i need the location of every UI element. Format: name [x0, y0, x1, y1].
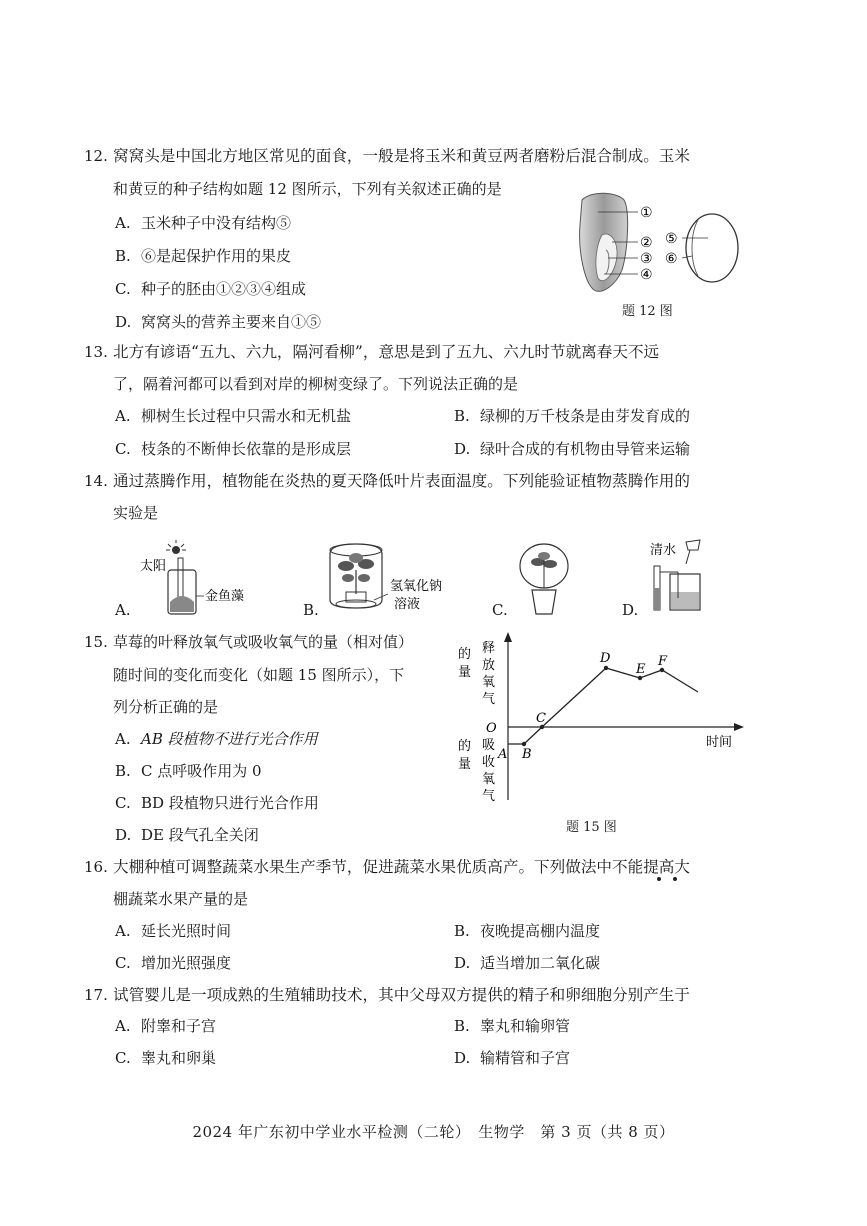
q17-stem-line1: 试管婴儿是一项成熟的生殖辅助技术，其中父母双方提供的精子和卵细胞分别产生于 — [113, 986, 690, 1004]
x-axis-label: 时间 — [706, 735, 733, 750]
emphasis-dot — [673, 877, 677, 881]
y-top-vertical-2: 放 — [482, 658, 496, 673]
q16-option-b[interactable]: B. 夜晚提高棚内温度 — [454, 922, 601, 940]
q14-number: 14. — [84, 472, 108, 490]
q17-option-a[interactable]: A. 附睾和子宫 — [115, 1017, 217, 1035]
q13-number: 13. — [84, 343, 108, 361]
y-top-vertical-3: 氧 — [482, 675, 496, 690]
point-e-label: E — [636, 662, 646, 677]
q13-stem-line2: 了，隔着河都可以看到对岸的柳树变绿了。下列说法正确的是 — [113, 375, 519, 393]
q14-option-b[interactable]: B. — [303, 601, 319, 619]
q15-option-c[interactable]: C. BD 段植物只进行光合作用 — [115, 794, 319, 812]
q14-figure-c — [514, 540, 574, 618]
y-top-vertical-1: 释 — [482, 641, 496, 656]
q12-stem-line2: 和黄豆的种子结构如题 12 图所示，下列有关叙述正确的是 — [113, 180, 502, 198]
oxygen-curve — [508, 668, 698, 744]
q13-option-a[interactable]: A. 柳树生长过程中只需水和无机盐 — [115, 407, 352, 425]
fig12-label-5: ⑤ — [665, 231, 678, 247]
q12-number: 12. — [84, 147, 108, 165]
q15-number: 15. — [84, 633, 108, 651]
y-bot-vertical-3: 氧 — [482, 772, 496, 787]
q14-figure-a — [138, 540, 278, 618]
fig12-label-3: ③ — [640, 251, 653, 267]
q17-option-d[interactable]: D. 输精管和子宫 — [454, 1049, 571, 1067]
q14-b-solution-label: 溶液 — [394, 597, 421, 612]
q16-stem-line2: 棚蔬菜水果产量的是 — [113, 890, 249, 908]
bean-seed-drawing — [686, 214, 738, 282]
plant-in-bag-drawing — [531, 552, 557, 588]
q15-option-b[interactable]: B. C 点呼吸作用为 0 — [115, 762, 262, 780]
plant-drawing — [338, 553, 374, 594]
point-b-marker — [522, 742, 526, 746]
q16-number: 16. — [84, 858, 108, 876]
point-b-label: B — [522, 747, 532, 762]
y-top-label-liang: 量 — [458, 665, 472, 680]
page-footer: 2024 年广东初中学业水平检测（二轮） 生物学 第 3 页（共 8 页） — [192, 1123, 675, 1141]
q17-number: 17. — [84, 986, 108, 1004]
y-top-label-de: 的 — [458, 647, 472, 662]
y-bot-vertical-1: 吸 — [482, 738, 496, 753]
q14-b-naoh-label: 氢氧化钠 — [390, 579, 443, 594]
seed-structure-figure — [572, 190, 752, 306]
q14-figure-b — [322, 538, 462, 618]
q12-option-a[interactable]: A. 玉米种子中没有结构⑤ — [115, 214, 292, 232]
point-d-marker — [604, 666, 608, 670]
q14-a-fishweed-label: 金鱼藻 — [205, 589, 245, 604]
q14-option-c[interactable]: C. — [492, 601, 508, 619]
q12-option-b[interactable]: B. ⑥是起保护作用的果皮 — [115, 247, 292, 265]
y-bot-vertical-4: 气 — [482, 789, 496, 804]
q13-stem-line1: 北方有谚语“五九、六九，隔河看柳”，意思是到了五九、六九时节就离春天不远 — [113, 343, 660, 361]
oxygen-graph — [452, 630, 752, 805]
q12-stem-line1: 窝窝头是中国北方地区常见的面食，一般是将玉米和黄豆两者磨粉后混合制成。玉米 — [113, 147, 690, 165]
fig12-label-4: ④ — [640, 267, 653, 283]
q14-a-sun-label: 太阳 — [140, 559, 167, 574]
emphasis-dot — [657, 877, 661, 881]
q13-option-d[interactable]: D. 绿叶合成的有机物由导管来运输 — [454, 440, 691, 458]
fig12-label-1: ① — [640, 205, 653, 221]
fig12-label-6: ⑥ — [665, 251, 678, 267]
point-c-label: C — [536, 711, 546, 726]
q15-option-a[interactable]: A. AB 段植物不进行光合作用 — [115, 730, 318, 748]
q15-option-d[interactable]: D. DE 段气孔全关闭 — [115, 826, 259, 844]
q15-stem-line1: 草莓的叶释放氧气或吸收氧气的量（相对值） — [113, 633, 414, 651]
y-bot-label-liang: 量 — [458, 757, 472, 772]
q12-option-c[interactable]: C. 种子的胚由①②③④组成 — [115, 280, 307, 298]
q15-stem-line3: 列分析正确的是 — [113, 698, 219, 716]
q16-option-c[interactable]: C. 增加光照强度 — [115, 954, 232, 972]
fig15-caption: 题 15 图 — [566, 820, 617, 835]
q13-option-b[interactable]: B. 绿柳的万千枝条是由芽发育成的 — [454, 407, 691, 425]
fig12-caption: 题 12 图 — [622, 304, 673, 319]
q14-option-d[interactable]: D. — [622, 601, 639, 619]
q15-stem-line2: 随时间的变化而变化（如题 15 图所示），下 — [113, 666, 405, 684]
q14-stem-line2: 实验是 — [113, 504, 159, 522]
point-d-label: D — [600, 651, 611, 666]
q17-option-c[interactable]: C. 睾丸和卵巢 — [115, 1049, 217, 1067]
q16-option-a[interactable]: A. 延长光照时间 — [115, 922, 232, 940]
y-top-vertical-4: 气 — [482, 692, 496, 707]
y-axis-arrow-icon — [504, 632, 512, 642]
fig12-label-2: ② — [640, 235, 653, 251]
point-f-label: F — [658, 654, 668, 669]
sun-icon — [166, 540, 186, 554]
q14-figure-d — [640, 538, 720, 618]
q12-option-d[interactable]: D. 窝窝头的营养主要来自①⑤ — [115, 313, 322, 331]
origin-label: O — [486, 721, 497, 736]
q16-stem-line1: 大棚种植可调整蔬菜水果生产季节，促进蔬菜水果优质高产。下列做法中不能提高大 — [113, 858, 690, 876]
y-bot-vertical-2: 收 — [482, 755, 496, 770]
q13-option-c[interactable]: C. 枝条的不断伸长依靠的是形成层 — [115, 440, 352, 458]
q14-stem-line1: 通过蒸腾作用，植物能在炎热的夏天降低叶片表面温度。下列能验证植物蒸腾作用的 — [113, 472, 690, 490]
q14-d-water-label: 清水 — [650, 543, 677, 558]
q16-option-d[interactable]: D. 适当增加二氧化碳 — [454, 954, 601, 972]
point-a-label: A — [498, 747, 508, 762]
q14-option-a[interactable]: A. — [115, 601, 131, 619]
q17-option-b[interactable]: B. 睾丸和输卵管 — [454, 1017, 571, 1035]
y-bot-label-de: 的 — [458, 739, 472, 754]
x-axis-arrow-icon — [734, 723, 744, 731]
